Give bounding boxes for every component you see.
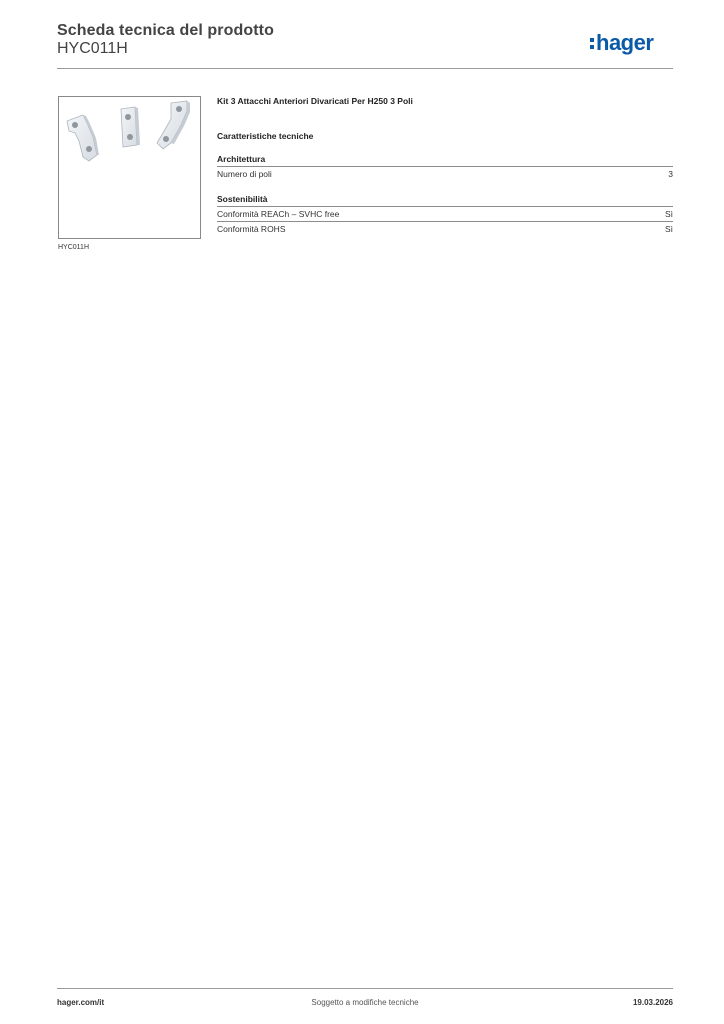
bracket-right (157, 101, 190, 149)
technical-characteristics-title: Caratteristiche tecniche (217, 131, 314, 141)
page-footer (57, 998, 673, 1010)
product-code: HYC011H (57, 40, 128, 57)
footer-notice: Soggetto a modifiche tecniche (311, 998, 419, 1007)
product-image (58, 96, 201, 239)
hager-logo (589, 28, 673, 58)
document-title: Scheda tecnica del prodotto (57, 22, 274, 39)
footer-divider (57, 988, 673, 989)
spec-row (217, 166, 673, 181)
spec-group-title: Sostenibilità (217, 194, 268, 204)
spec-label: Conformità REACh – SVHC free (217, 209, 340, 219)
spec-group-architettura (217, 154, 673, 181)
header-divider (57, 68, 673, 69)
spec-label: Conformità ROHS (217, 224, 286, 234)
footer-date: 19.03.2026 (632, 998, 673, 1007)
spec-value: 3 (668, 169, 673, 179)
spec-value: Sì (664, 224, 673, 234)
spec-value: Sì (664, 209, 673, 219)
bracket-middle (121, 107, 140, 147)
logo-wordmark: hager (596, 30, 654, 55)
image-caption: HYC011H (58, 244, 89, 251)
product-name: Kit 3 Attacchi Anteriori Divaricati Per H250 3 Poli (217, 96, 413, 106)
bracket-left (67, 115, 99, 161)
spec-row (217, 206, 673, 221)
spec-row (217, 221, 673, 236)
terminal-brackets-illustration (59, 97, 200, 238)
spec-label: Numero di poli (217, 169, 272, 179)
product-details (217, 96, 673, 236)
spec-group-sostenibilita (217, 194, 673, 236)
spec-group-title: Architettura (217, 154, 266, 164)
page-header (57, 22, 673, 70)
footer-website-link[interactable]: hager.com/it (57, 998, 105, 1007)
